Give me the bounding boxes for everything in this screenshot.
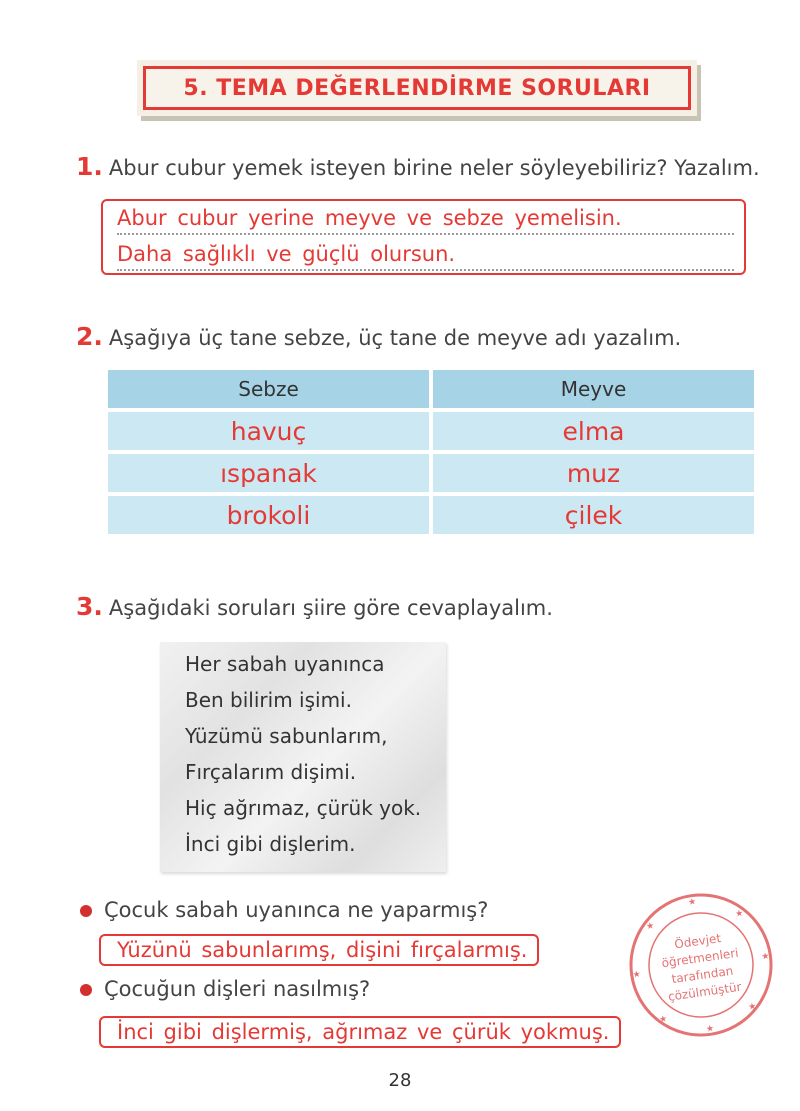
poem-line: Hiç ağrımaz, çürük yok. — [185, 796, 422, 820]
subquestion-1-answer: Yüzünü sabunlarımş, dişini fırçalarmış. — [99, 934, 539, 966]
page-title: 5. TEMA DEĞERLENDİRME SORULARI — [143, 66, 691, 110]
svg-text:★: ★ — [760, 951, 771, 963]
title-banner — [137, 60, 697, 116]
table-row — [108, 454, 754, 492]
subquestion-1 — [80, 898, 488, 922]
answer-line-2: Daha sağlıklı ve güçlü olursun. — [117, 239, 734, 271]
header-sebze: Sebze — [108, 370, 429, 408]
stamp-line: çözülmüştür — [667, 979, 743, 1004]
stamp-line: öğretmenleri — [660, 945, 740, 971]
svg-text:★: ★ — [658, 1014, 668, 1026]
question-2 — [76, 322, 681, 351]
poem-paper — [160, 642, 446, 872]
vegetable-cell: ıspanak — [108, 454, 429, 492]
question-2-text: Aşağıya üç tane sebze, üç tane de meyve adı yazalım. — [108, 326, 682, 350]
svg-text:★: ★ — [747, 1001, 758, 1013]
poem-line: Yüzümü sabunlarım, — [185, 724, 388, 748]
stamp-line: Ödevjet — [673, 931, 722, 952]
question-3-text: Aşağıdaki soruları şiire göre cevaplayalım. — [108, 596, 553, 620]
question-2-number: 2. — [76, 322, 103, 351]
question-1-answer-box — [101, 199, 746, 275]
vegetable-cell: havuç — [108, 412, 429, 450]
answer-line-1: Abur cubur yerine meyve ve sebze yemelisin. — [117, 203, 734, 235]
table-row — [108, 496, 754, 534]
fruit-cell: elma — [433, 412, 754, 450]
page-number: 28 — [388, 1070, 412, 1091]
svg-text:★: ★ — [632, 969, 642, 981]
fruit-cell: çilek — [433, 496, 754, 534]
question-3-number: 3. — [76, 592, 103, 621]
vegetable-fruit-table — [108, 370, 754, 538]
subquestion-2-answer: İnci gibi dişlermiş, ağrımaz ve çürük yokmuş. — [99, 1016, 621, 1048]
bullet-icon — [80, 984, 92, 996]
svg-text:★: ★ — [645, 921, 655, 933]
header-meyve: Meyve — [433, 370, 754, 408]
vegetable-cell: brokoli — [108, 496, 429, 534]
table-header-row — [108, 370, 754, 408]
subquestion-1-text: Çocuk sabah uyanınca ne yaparmış? — [104, 898, 489, 922]
fruit-cell: muz — [433, 454, 754, 492]
poem-line: Her sabah uyanınca — [185, 652, 385, 676]
question-1 — [76, 152, 760, 181]
subquestion-2-text: Çocuğun dişleri nasılmış? — [104, 977, 371, 1001]
solved-stamp-icon — [626, 890, 776, 1040]
bullet-icon — [80, 905, 92, 917]
question-3 — [76, 592, 553, 621]
svg-text:★: ★ — [705, 1023, 715, 1035]
subquestion-2 — [80, 977, 370, 1001]
question-1-number: 1. — [76, 152, 103, 181]
poem-line: Fırçalarım dişimi. — [185, 760, 357, 784]
poem-line: Ben bilirim işimi. — [185, 688, 352, 712]
table-row — [108, 412, 754, 450]
question-1-text: Abur cubur yemek isteyen birine neler söyleyebiliriz? Yazalım. — [108, 156, 760, 180]
poem-line: İnci gibi dişlerim. — [185, 832, 356, 856]
svg-text:★: ★ — [734, 908, 744, 920]
svg-text:★: ★ — [687, 897, 697, 909]
stamp-line: tarafından — [670, 963, 735, 987]
